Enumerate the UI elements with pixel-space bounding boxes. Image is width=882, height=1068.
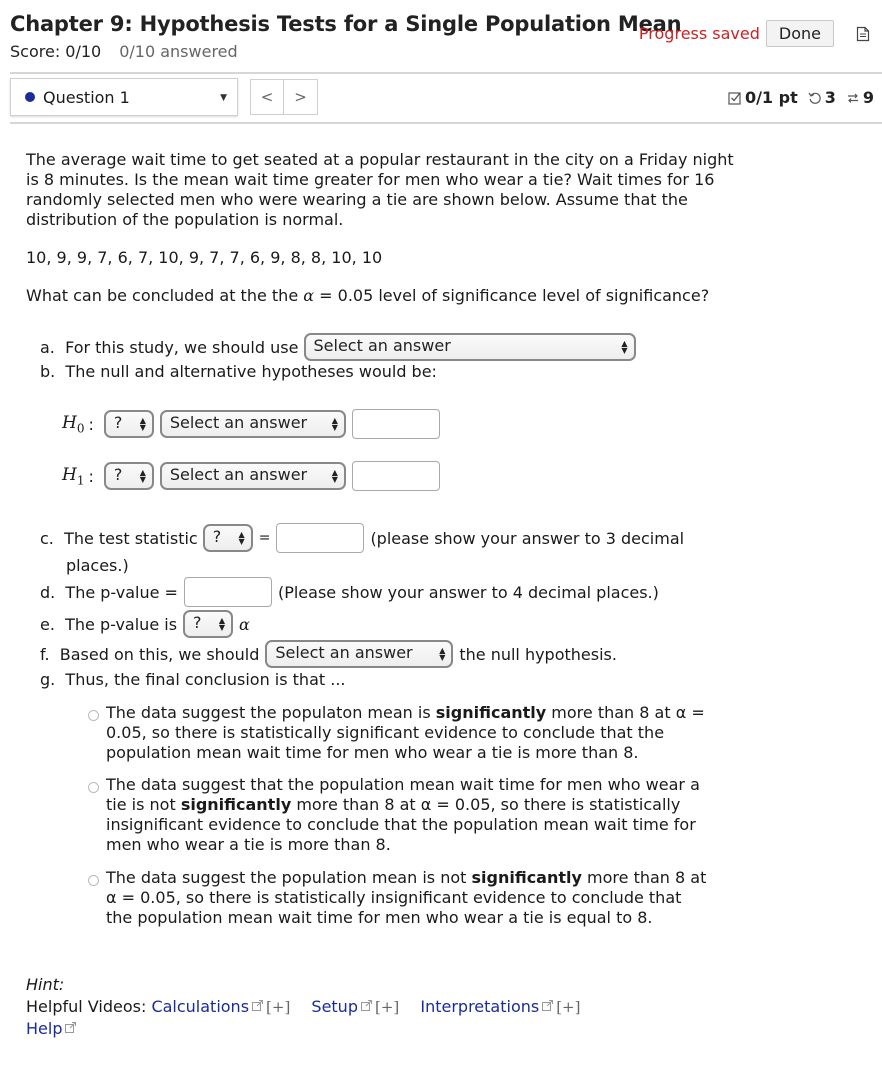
radio-button[interactable] <box>88 782 99 793</box>
h0-row <box>62 409 440 439</box>
radio-button[interactable] <box>88 875 99 886</box>
p-value-input[interactable] <box>184 577 272 607</box>
question-intro: The average wait time to get seated at a popular restaurant in the city on a Friday night is 8 minutes. Is the mean wait time greater for men who wear a tie? Wait times for 16 randomly selected men who were wearing a tie are shown below. Assume that the distribution of the population is normal. <box>26 150 734 229</box>
option-text: The data suggest the populaton mean is significantly more than 8 at α = 0.05, so there is statistically significant evidence to conclude that the population mean wait time for men who wear a tie is more than 8. <box>106 703 705 762</box>
part-text: For this study, we should use <box>65 337 299 357</box>
answered-count: 0/10 answered <box>119 42 238 61</box>
h1-value-input[interactable] <box>352 461 440 491</box>
part-c <box>40 523 684 553</box>
select-value: Select an answer <box>313 336 451 355</box>
external-link-icon <box>542 1000 553 1011</box>
part-label: c. <box>40 528 54 548</box>
study-type-select[interactable] <box>304 333 636 361</box>
radio-button[interactable] <box>88 710 99 721</box>
prompt-text: What can be concluded at the the <box>26 286 299 305</box>
checkbox-icon <box>728 91 742 105</box>
hint-section <box>26 974 596 1040</box>
h0-param-select[interactable] <box>104 410 154 438</box>
select-arrows-icon: ▲ ▼ <box>439 646 446 662</box>
decision-select[interactable] <box>265 640 453 668</box>
h1-operator-select[interactable] <box>160 462 346 490</box>
select-arrows-icon: ▲ ▼ <box>218 616 226 632</box>
select-arrows-icon: ▲ ▼ <box>331 416 338 432</box>
points: 0/1 pt <box>744 88 798 107</box>
conclusion-option-2[interactable] <box>88 775 708 855</box>
question-label: Question 1 <box>43 87 130 107</box>
help-link[interactable]: Help <box>26 1019 63 1038</box>
question-meta <box>718 88 874 107</box>
select-value: ? <box>212 527 222 546</box>
select-value: ? <box>113 413 123 432</box>
part-a <box>40 333 636 361</box>
score: Score: 0/10 <box>10 42 102 61</box>
videos-label: Helpful Videos: <box>26 997 147 1016</box>
external-link-icon <box>65 1022 76 1033</box>
part-label: d. <box>40 582 56 602</box>
part-text: The p-value = <box>65 582 178 602</box>
h1-row <box>62 461 440 491</box>
status-dot-icon <box>25 92 35 102</box>
select-arrows-icon: ▲ ▼ <box>139 416 146 432</box>
hint-label: Hint: <box>26 975 65 994</box>
part-label: a. <box>40 337 55 357</box>
header-actions <box>639 20 870 47</box>
points-item <box>728 88 798 107</box>
colon: : <box>88 414 94 434</box>
expand-toggle[interactable]: [+] <box>266 998 291 1016</box>
interpretations-link[interactable]: Interpretations <box>420 997 540 1016</box>
part-f <box>40 640 617 668</box>
setup-link[interactable]: Setup <box>311 997 358 1016</box>
divider <box>10 72 882 74</box>
expand-toggle[interactable]: [+] <box>374 998 400 1016</box>
external-link-icon <box>361 1000 372 1011</box>
select-value: ? <box>113 465 123 484</box>
conclusion-option-3[interactable] <box>88 868 708 928</box>
part-g <box>40 670 346 689</box>
divider <box>10 122 882 124</box>
question-body <box>26 150 736 306</box>
question-select[interactable] <box>10 78 238 116</box>
test-statistic-select[interactable] <box>203 524 253 552</box>
chevron-down-icon: ▼ <box>220 93 227 103</box>
page-title: Chapter 9: Hypothesis Tests for a Single Population Mean <box>10 12 682 36</box>
part-text: Based on this, we should <box>59 644 260 664</box>
question-nav <box>250 79 318 115</box>
part-label: b. <box>40 362 56 381</box>
part-d <box>40 577 659 607</box>
h1-symbol: $H_1$ <box>62 464 85 488</box>
part-c-cont <box>66 556 129 575</box>
conclusion-option-1[interactable] <box>88 703 708 763</box>
part-text: The test statistic <box>64 528 198 548</box>
h1-param-select[interactable] <box>104 462 154 490</box>
attempts-item <box>846 88 874 107</box>
part-note: (please show your answer to 3 decimal <box>370 528 685 548</box>
part-label: e. <box>40 614 55 634</box>
select-arrows-icon: ▲ ▼ <box>331 468 338 484</box>
h0-operator-select[interactable] <box>160 410 346 438</box>
alpha-symbol: α <box>303 286 315 305</box>
p-value-compare-select[interactable] <box>183 610 233 638</box>
retries-count: 3 <box>824 88 836 107</box>
select-value: Select an answer <box>169 413 308 432</box>
select-arrows-icon: ▲ ▼ <box>621 339 628 355</box>
equals-sign: = <box>258 530 271 546</box>
test-statistic-input[interactable] <box>276 523 364 553</box>
question-prompt <box>26 286 736 306</box>
attempts-count: 9 <box>862 88 874 107</box>
select-value: Select an answer <box>169 465 308 484</box>
attempts-icon <box>846 91 860 105</box>
progress-status: Progress saved <box>638 24 760 43</box>
next-question-button[interactable]: > <box>284 79 318 115</box>
calculations-link[interactable]: Calculations <box>151 997 250 1016</box>
header <box>10 12 880 68</box>
print-icon[interactable] <box>856 26 870 42</box>
select-arrows-icon: ▲ ▼ <box>139 468 146 484</box>
select-value: ? <box>193 613 202 632</box>
prompt-text: = 0.05 level of significance level of significance? <box>319 286 710 305</box>
external-link-icon <box>252 1000 263 1011</box>
select-arrows-icon: ▲ ▼ <box>238 530 245 546</box>
alpha-symbol: α <box>239 614 250 634</box>
expand-toggle[interactable]: [+] <box>556 998 581 1016</box>
h0-value-input[interactable] <box>352 409 440 439</box>
colon: : <box>88 466 94 486</box>
retries-item <box>808 88 836 107</box>
question-data: 10, 9, 9, 7, 6, 7, 10, 9, 7, 7, 6, 9, 8, 8, 10, 10 <box>26 248 383 267</box>
part-label: g. <box>40 670 56 689</box>
helpful-videos <box>26 996 596 1018</box>
part-label: f. <box>40 644 50 664</box>
prev-question-button[interactable]: < <box>250 79 284 115</box>
h0-symbol: $H_0$ <box>62 412 85 436</box>
part-text: The null and alternative hypotheses would be: <box>65 362 437 381</box>
part-b <box>40 362 437 381</box>
part-text: The p-value is <box>65 614 178 634</box>
option-text: The data suggest the population mean is not significantly more than 8 at α = 0.05, so there is statistically insignificant evidence to conclude that the population mean wait time for men who wear a tie is equal to 8. <box>106 868 707 927</box>
part-note: places.) <box>66 556 129 575</box>
part-e <box>40 610 250 638</box>
part-text: the null hypothesis. <box>459 644 617 664</box>
done-button[interactable]: Done <box>766 20 834 47</box>
part-text: Thus, the final conclusion is that ... <box>65 670 346 689</box>
option-text: The data suggest that the population mean wait time for men who wear a tie is not significantly more than 8 at α = 0.05, so there is statistically insignificant evidence to conclude that the population mean wait time for men who wear a tie is more than 8. <box>106 775 700 854</box>
select-value: Select an answer <box>275 643 413 662</box>
retry-icon <box>808 91 822 105</box>
part-note: (Please show your answer to 4 decimal places.) <box>277 582 659 602</box>
